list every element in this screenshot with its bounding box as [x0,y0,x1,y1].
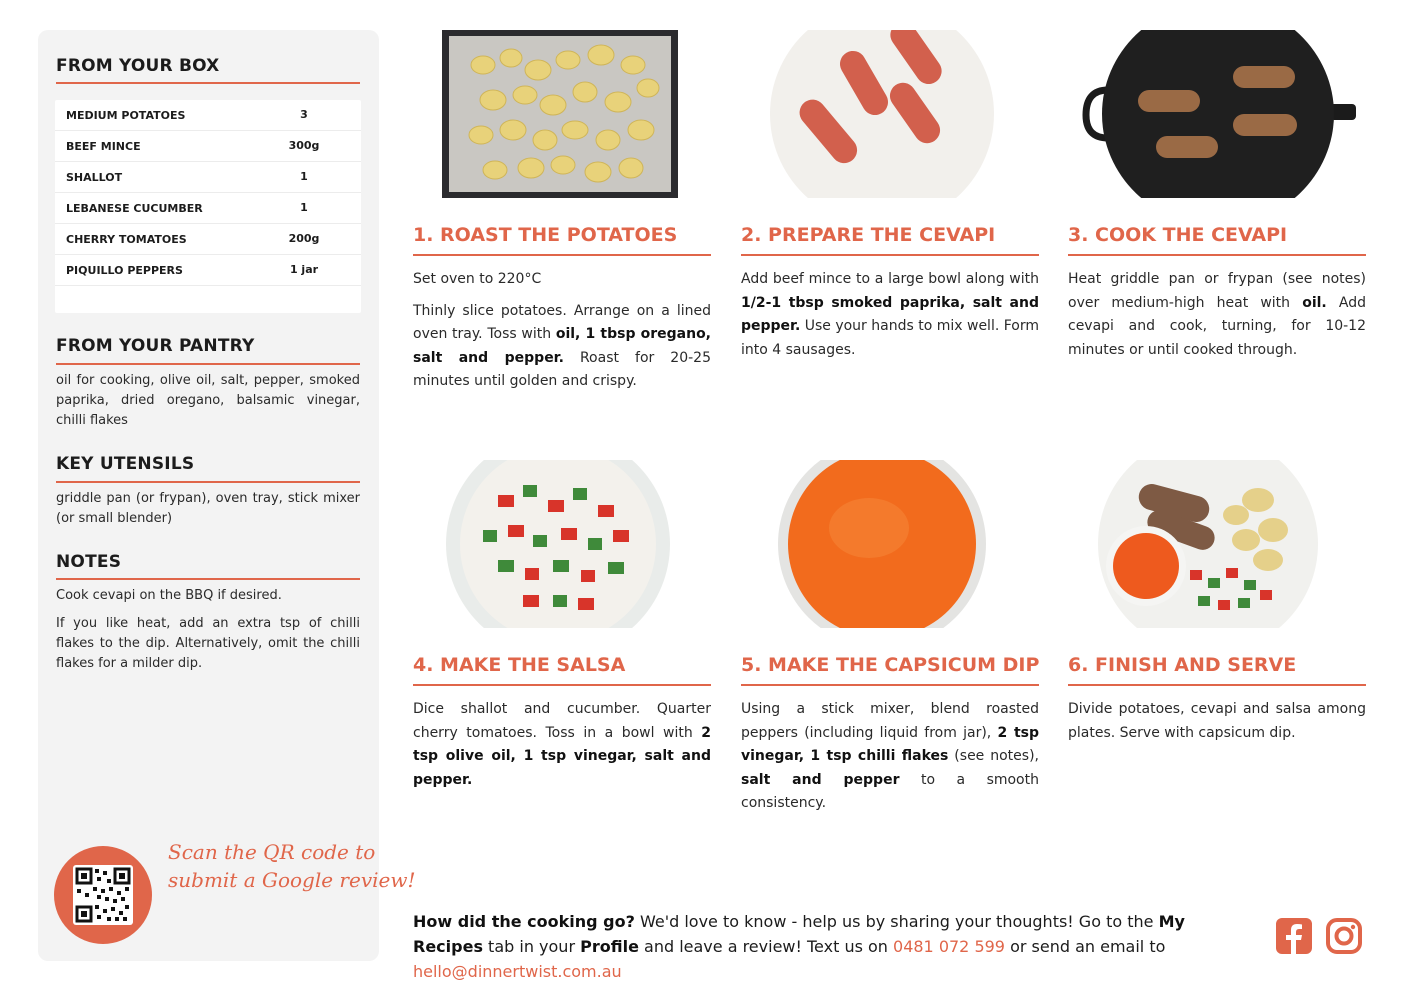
footer-text: tab in your [482,937,581,956]
step-title: 3. COOK THE CEVAPI [1068,224,1288,246]
email-link[interactable]: hello@dinnertwist.com.au [413,962,622,981]
my-recipes-label: My Recipes [413,912,1185,956]
step-divider [413,684,711,686]
step-instructions [741,268,1039,370]
footer-text: We'd love to know - help us by sharing your thoughts! Go to the [634,912,1159,931]
notes-heading: NOTES [56,552,122,572]
step-text: Set oven to 220°C [413,271,542,287]
capsicum-dip-photo [741,460,1039,628]
key-utensils-heading: KEY UTENSILS [56,454,195,474]
step-title: 4. MAKE THE SALSA [413,654,626,676]
step-divider [741,254,1039,256]
step-text: Heat griddle pan or frypan (see notes) over medium-high heat with oil. Add cevapi and cook, turning, for 10-12 minutes or until cooked through. [1068,271,1367,358]
ingredients-sidebar [38,30,379,961]
box-ingredients-table [55,100,361,313]
prepare-cevapi-photo [741,30,1039,198]
table-row [55,131,361,162]
finish-and-serve-photo [1068,460,1366,628]
qr-code-icon[interactable] [73,865,133,925]
step-divider [1068,684,1366,686]
footer-text: or send an email to [1004,937,1166,956]
table-row [55,224,361,255]
step-title: 5. MAKE THE CAPSICUM DIP [741,654,1040,676]
table-row [55,162,361,193]
make-salsa-photo [413,460,711,628]
qr-code-badge[interactable] [54,846,152,944]
ingredient-qty: 3 [300,108,308,121]
ingredient-name: LEBANESE CUCUMBER [66,202,203,215]
from-your-pantry-heading: FROM YOUR PANTRY [56,336,255,356]
heading-divider [56,363,360,365]
step-instructions [413,698,711,800]
footer-text: and leave a review! Text us on [638,937,894,956]
footer-question: How did the cooking go? [413,912,635,931]
roast-potatoes-photo [413,30,711,198]
step-divider [1068,254,1366,256]
step-title: 2. PREPARE THE CEVAPI [741,224,996,246]
facebook-icon[interactable] [1275,917,1313,955]
ingredient-qty: 1 [300,170,308,183]
step-instructions [1068,698,1366,753]
qr-caption-line-2: submit a Google review! [168,868,416,892]
table-row [55,100,361,131]
pantry-text: oil for cooking, olive oil, salt, pepper, smoked paprika, dried oregano, balsamic vinegar, chilli flakes [56,373,360,428]
ingredient-name: MEDIUM POTATOES [66,109,186,122]
table-row [55,193,361,224]
heading-divider [56,578,360,580]
notes-text-1: Cook cevapi on the BBQ if desired. [56,588,282,603]
notes-text-2: If you like heat, add an extra tsp of chilli flakes to the dip. Alternatively, omit the chilli flakes for a milder dip. [56,616,360,671]
ingredient-qty: 1 [300,201,308,214]
table-row [55,255,361,286]
step-divider [741,684,1039,686]
step-text: Add beef mince to a large bowl along with 1/2-1 tbsp smoked paprika, salt and pepper. Use your hands to mix well. Form into 4 sausages. [741,271,1039,358]
step-text: Using a stick mixer, blend roasted peppers (including liquid from jar), 2 tsp vinegar, 1 tsp chilli flakes (see notes), salt and pepper to a smooth consistency. [741,701,1039,811]
step-divider [413,254,711,256]
instagram-icon[interactable] [1325,917,1363,955]
step-title: 1. ROAST THE POTATOES [413,224,678,246]
ingredient-qty: 200g [288,232,320,245]
step-text: Thinly slice potatoes. Arrange on a lined oven tray. Toss with oil, 1 tbsp oregano, salt and pepper. Roast for 20-25 minutes until golden and crispy. [413,302,712,389]
cook-cevapi-photo [1068,30,1366,198]
utensils-text: griddle pan (or frypan), oven tray, stick mixer (or small blender) [56,491,360,526]
ingredient-name: CHERRY TOMATOES [66,233,187,246]
step-title: 6. FINISH AND SERVE [1068,654,1297,676]
from-your-box-heading: FROM YOUR BOX [56,56,220,76]
review-footer [413,909,1258,984]
heading-divider [56,82,360,84]
ingredient-name: BEEF MINCE [66,140,141,153]
ingredient-name: PIQUILLO PEPPERS [66,264,183,277]
step-instructions [1068,268,1366,370]
ingredient-qty: 1 jar [289,263,319,276]
heading-divider [56,481,360,483]
ingredient-qty: 300g [288,139,320,152]
profile-label: Profile [580,937,639,956]
step-text: Divide potatoes, cevapi and salsa among plates. Serve with capsicum dip. [1068,701,1366,741]
step-instructions [413,268,711,402]
step-text: Dice shallot and cucumber. Quarter cherry tomatoes. Toss in a bowl with 2 tsp olive oil, 1 tsp vinegar, salt and pepper. [413,701,711,788]
qr-caption-line-1: Scan the QR code to [168,840,376,864]
ingredient-name: SHALLOT [66,171,123,184]
step-instructions [741,698,1039,824]
phone-link[interactable]: 0481 072 599 [893,937,1005,956]
qr-review-caption [168,838,416,894]
